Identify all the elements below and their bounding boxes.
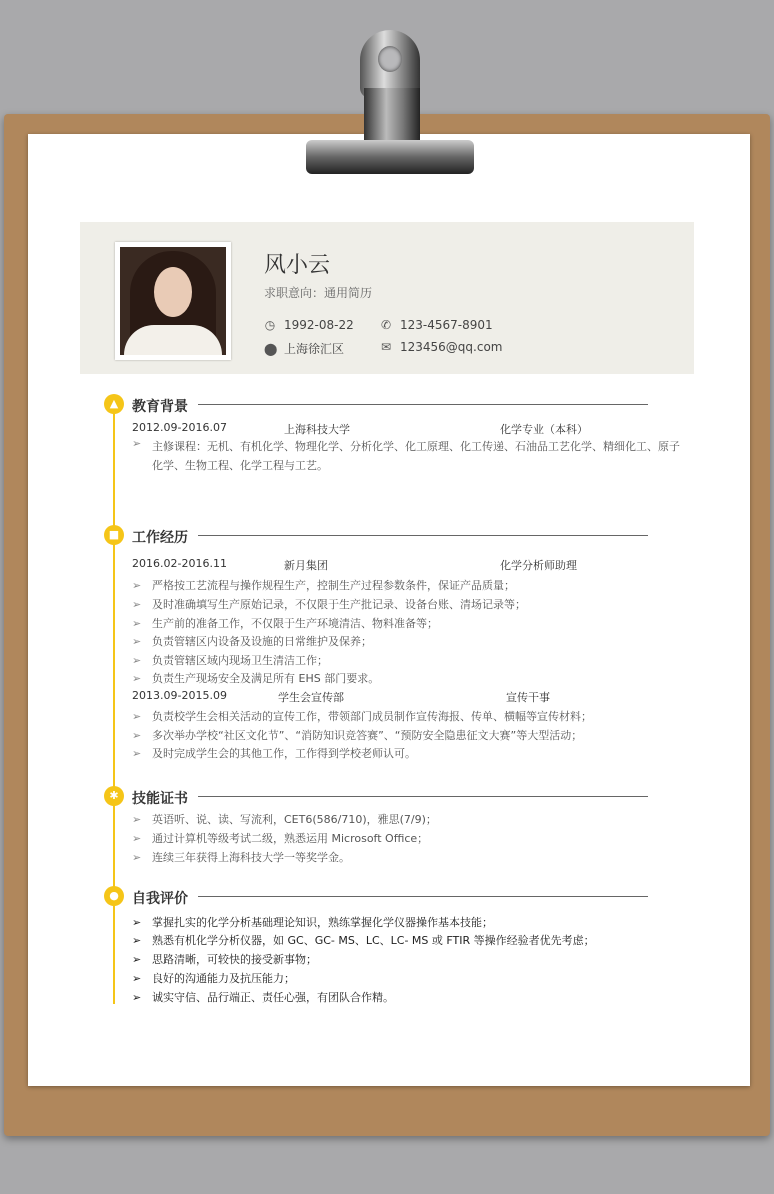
profile-photo — [115, 242, 231, 360]
arrow-icon: ➢ — [132, 729, 142, 742]
birth-date: 1992-08-22 — [284, 318, 354, 332]
list-item — [132, 437, 680, 475]
section-divider — [198, 896, 648, 897]
arrow-icon: ➢ — [132, 991, 142, 1004]
job2-period: 2013.09-2015.09 — [132, 689, 227, 702]
arrow-icon: ➢ — [132, 654, 142, 667]
list-item: ➢ 负责校学生会相关活动的宣传工作，带领部门成员制作宣传海报、传单、横幅等宣传材料； — [132, 710, 592, 723]
list-item: ➢ 英语听、说、读、写流利，CET6(586/710)，雅思(7/9)； — [132, 813, 437, 826]
list-item: ➢ 及时完成学生会的其他工作，工作得到学校老师认可。 — [132, 747, 416, 760]
person-name: 风小云 — [264, 253, 331, 278]
section-title-education: 教育背景 — [132, 399, 188, 415]
section-title-self: 自我评价 — [132, 891, 188, 907]
job1-period: 2016.02-2016.11 — [132, 557, 227, 570]
arrow-icon: ➢ — [132, 635, 142, 648]
arrow-icon: ➢ — [132, 710, 142, 723]
job2-role: 宣传干事 — [506, 691, 550, 704]
list-item: ➢ 思路清晰，可较快的接受新事物； — [132, 953, 317, 966]
email-info — [380, 340, 503, 354]
education-period: 2012.09-2016.07 — [132, 421, 227, 434]
list-item: ➢ 多次举办学校“社区文化节”、“消防知识竞答赛”、“预防安全隐患征文大赛”等大型活动； — [132, 729, 583, 742]
list-item: ➢ 熟悉有机化学分析仪器，如 GC、GC- MS、LC、LC- MS 或 FTIR 等操作经验者优先考虑； — [132, 934, 595, 947]
arrow-icon: ➢ — [132, 437, 142, 450]
email: 123456@qq.com — [400, 340, 503, 354]
birth-info — [264, 318, 354, 332]
arrow-icon: ➢ — [132, 953, 142, 966]
list-item: ➢ 严格按工艺流程与操作规程生产，控制生产过程参数条件，保证产品质量； — [132, 579, 515, 592]
arrow-icon: ➢ — [132, 579, 142, 592]
list-item: ➢ 负责管辖区域内现场卫生清洁工作； — [132, 654, 328, 667]
arrow-icon: ➢ — [132, 972, 142, 985]
avatar — [120, 247, 226, 355]
list-item: ➢ 诚实守信、品行端正、责任心强，有团队合作精。 — [132, 991, 394, 1004]
section-divider — [198, 796, 648, 797]
section-title-skills: 技能证书 — [132, 791, 188, 807]
timeline-bar — [113, 404, 115, 1004]
list-item: ➢ 负责生产现场安全及满足所有 EHS 部门要求。 — [132, 672, 380, 685]
briefcase-icon: ■ — [104, 525, 124, 545]
envelope-icon: ✉ — [380, 340, 392, 354]
list-item: ➢ 掌握扎实的化学分析基础理论知识，熟练掌握化学仪器操作基本技能； — [132, 916, 493, 929]
graduation-cap-icon: ▲ — [104, 394, 124, 414]
job1-company: 新月集团 — [284, 559, 328, 572]
arrow-icon: ➢ — [132, 598, 142, 611]
list-item: ➢ 生产前的准备工作，不仅限于生产环境清洁、物料准备等； — [132, 617, 438, 630]
section-title-work: 工作经历 — [132, 530, 188, 546]
education-major: 化学专业（本科） — [500, 423, 588, 436]
job1-role: 化学分析师助理 — [500, 559, 577, 572]
list-item: ➢ 连续三年获得上海科技大学一等奖学金。 — [132, 851, 350, 864]
arrow-icon: ➢ — [132, 851, 142, 864]
arrow-icon: ➢ — [132, 916, 142, 929]
location-info — [264, 340, 344, 357]
phone-icon: ✆ — [380, 318, 392, 332]
clock-icon: ◷ — [264, 318, 276, 332]
list-item: ➢ 及时准确填写生产原始记录，不仅限于生产批记录、设备台账、清场记录等； — [132, 598, 526, 611]
section-divider — [198, 535, 648, 536]
arrow-icon: ➢ — [132, 934, 142, 947]
section-divider — [198, 404, 648, 405]
list-item: ➢ 良好的沟通能力及抗压能力； — [132, 972, 295, 985]
arrow-icon: ➢ — [132, 672, 142, 685]
certificate-icon: ✱ — [104, 786, 124, 806]
education-school: 上海科技大学 — [284, 423, 350, 436]
clip-base — [306, 140, 474, 174]
list-item: ➢ 通过计算机等级考试二级，熟悉运用 Microsoft Office； — [132, 832, 429, 845]
location: 上海徐汇区 — [284, 342, 345, 356]
location-pin-icon: ⬤ — [264, 341, 278, 356]
clip-body — [364, 88, 420, 148]
arrow-icon: ➢ — [132, 813, 142, 826]
phone-info — [380, 318, 493, 332]
list-item: ➢ 负责管辖区内设备及设施的日常维护及保养； — [132, 635, 372, 648]
arrow-icon: ➢ — [132, 747, 142, 760]
arrow-icon: ➢ — [132, 617, 142, 630]
job2-company: 学生会宣传部 — [278, 691, 344, 704]
person-icon: ● — [104, 886, 124, 906]
arrow-icon: ➢ — [132, 832, 142, 845]
education-courses: 主修课程：无机、有机化学、物理化学、分析化学、化工原理、化工传递、石油品工艺化学、精细化工、原子化学、生物工程、化学工程与工艺。 — [152, 440, 680, 472]
job-intent: 求职意向：通用简历 — [264, 286, 373, 300]
phone-number: 123-4567-8901 — [400, 318, 493, 332]
